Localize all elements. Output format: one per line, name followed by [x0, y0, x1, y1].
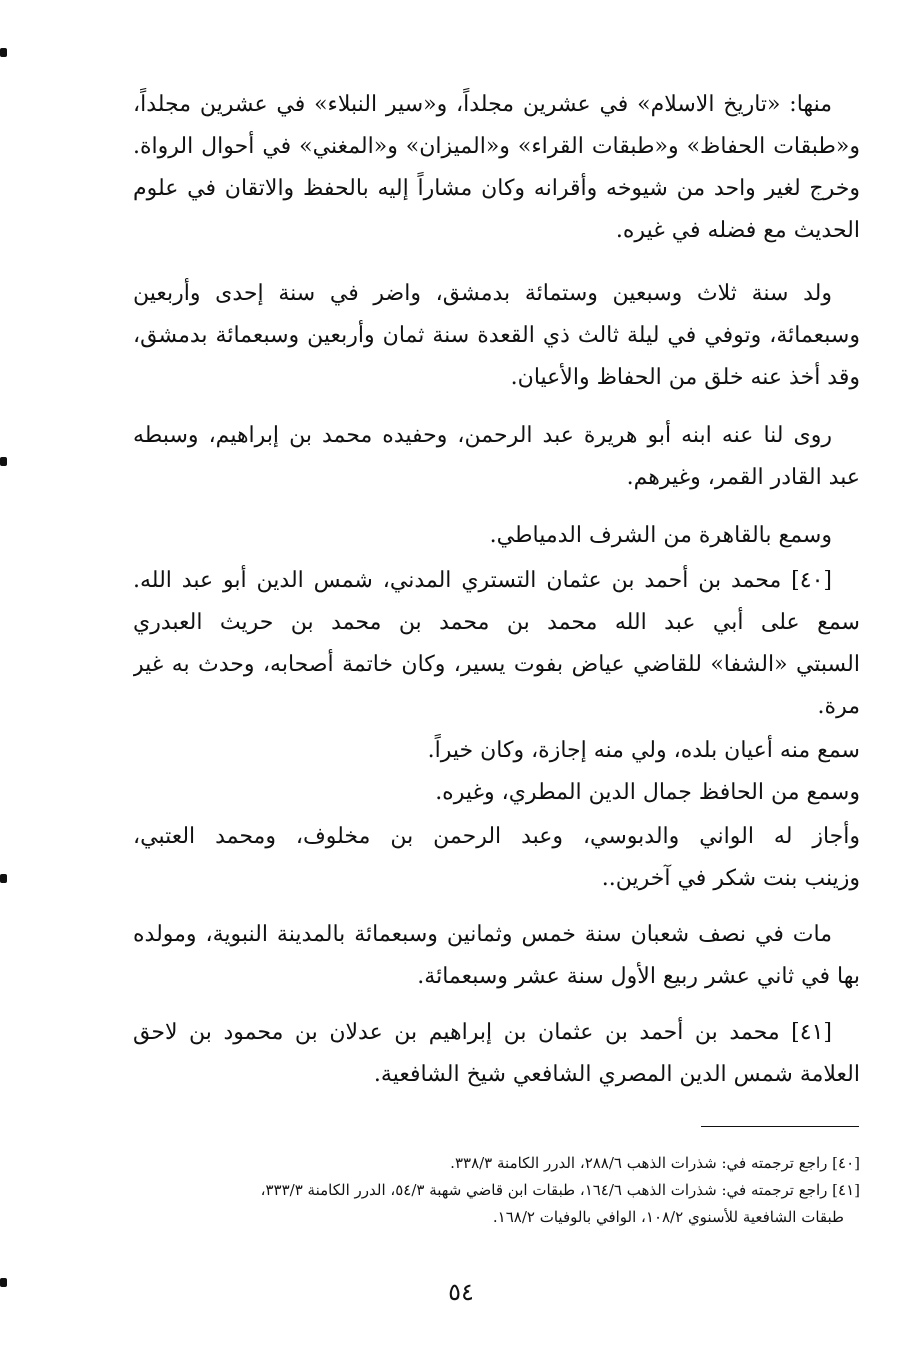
- text-line: السبتي «الشفا» للقاضي عياض بفوت يسير، وكان خاتمة أصحابه، وحدث به غير: [133, 652, 860, 677]
- text-line: مات في نصف شعبان سنة خمس وثمانين وسبعمائة بالمدينة النبوية، ومولده: [133, 922, 832, 947]
- footnote-41-continued: طبقات الشافعية للأسنوي ١٠٨/٢، الوافي بالوفيات ١٦٨/٢.: [492, 1208, 844, 1226]
- text-line: ولد سنة ثلاث وسبعين وستمائة بدمشق، واضر في سنة إحدى وأربعين: [133, 281, 832, 306]
- text-line: منها: «تاريخ الاسلام» في عشرين مجلداً، و«سير النبلاء» في عشرين مجلداً،: [133, 92, 832, 117]
- entry-40: [133, 560, 860, 728]
- text-line: روى لنا عنه ابنه أبو هريرة عبد الرحمن، وحفيده محمد بن إبراهيم، وسبطه: [133, 423, 832, 448]
- text-line: مرة.: [817, 694, 860, 719]
- text-line: العلامة شمس الدين المصري الشافعي شيخ الشافعية.: [373, 1062, 860, 1087]
- indented-lines: [300, 730, 860, 814]
- paragraph-3: [133, 415, 860, 499]
- text-line: وخرج لغير واحد من شيوخه وأقرانه وكان مشاراً إليه بالحفظ والاتقان في علوم: [133, 176, 860, 201]
- text-line: وسمع بالقاهرة من الشرف الدمياطي.: [489, 523, 832, 548]
- text-line: الحديث مع فضله في غيره.: [615, 218, 860, 243]
- scan-mark: [0, 457, 7, 466]
- paragraph-ijaza: [133, 816, 860, 900]
- paragraph-2: [133, 273, 860, 399]
- page-number: ٥٤: [448, 1278, 474, 1306]
- footnote-41: [٤١] راجع ترجمته في: شذرات الذهب ١٦٤/٦، طبقات ابن قاضي شهبة ٥٤/٣، الدرر الكامنة ٣٣٣/٣،: [260, 1181, 860, 1199]
- footnote-divider: [701, 1126, 859, 1127]
- entry-heading: [٤٠] محمد بن أحمد بن عثمان التستري المدني، شمس الدين أبو عبد الله.: [133, 568, 832, 593]
- text-line: بها في ثاني عشر ربيع الأول سنة عشر وسبعمائة.: [417, 964, 860, 989]
- paragraph-1: [133, 84, 860, 252]
- footnote-40: [٤٠] راجع ترجمته في: شذرات الذهب ٢٨٨/٦، الدرر الكامنة ٣٣٨/٣.: [450, 1154, 860, 1172]
- scan-mark: [0, 1278, 7, 1287]
- text-line: وسبعمائة، وتوفي في ليلة ثالث ذي القعدة سنة ثمان وأربعين وسبعمائة بدمشق،: [133, 323, 860, 348]
- scan-mark: [0, 48, 7, 57]
- text-line: عبد القادر القمر، وغيرهم.: [626, 465, 860, 490]
- scan-mark: [0, 874, 7, 883]
- paragraph-4: [133, 515, 860, 557]
- text-line: وأجاز له الواني والدبوسي، وعبد الرحمن بن مخلوف، ومحمد العتبي،: [133, 824, 860, 849]
- entry-41: [133, 1012, 860, 1096]
- text-line: و«طبقات الحفاظ» و«طبقات القراء» و«الميزان» و«المغني» في أحوال الرواة.: [133, 134, 860, 159]
- text-line: وزينب بنت شكر في آخرين..: [601, 866, 860, 891]
- text-line: وقد أخذ عنه خلق من الحفاظ والأعيان.: [510, 365, 860, 390]
- text-line: سمع منه أعيان بلده، ولي منه إجازة، وكان خيراً.: [427, 738, 860, 763]
- text-line: سمع على أبي عبد الله محمد بن محمد بن محمد بن حريث العبدري: [133, 610, 860, 635]
- paragraph-death: [133, 914, 860, 998]
- entry-heading: [٤١] محمد بن أحمد بن عثمان بن إبراهيم بن عدلان بن محمود بن لاحق: [133, 1020, 832, 1045]
- text-line: وسمع من الحافظ جمال الدين المطري، وغيره.: [435, 780, 860, 805]
- footnotes: [133, 1150, 860, 1231]
